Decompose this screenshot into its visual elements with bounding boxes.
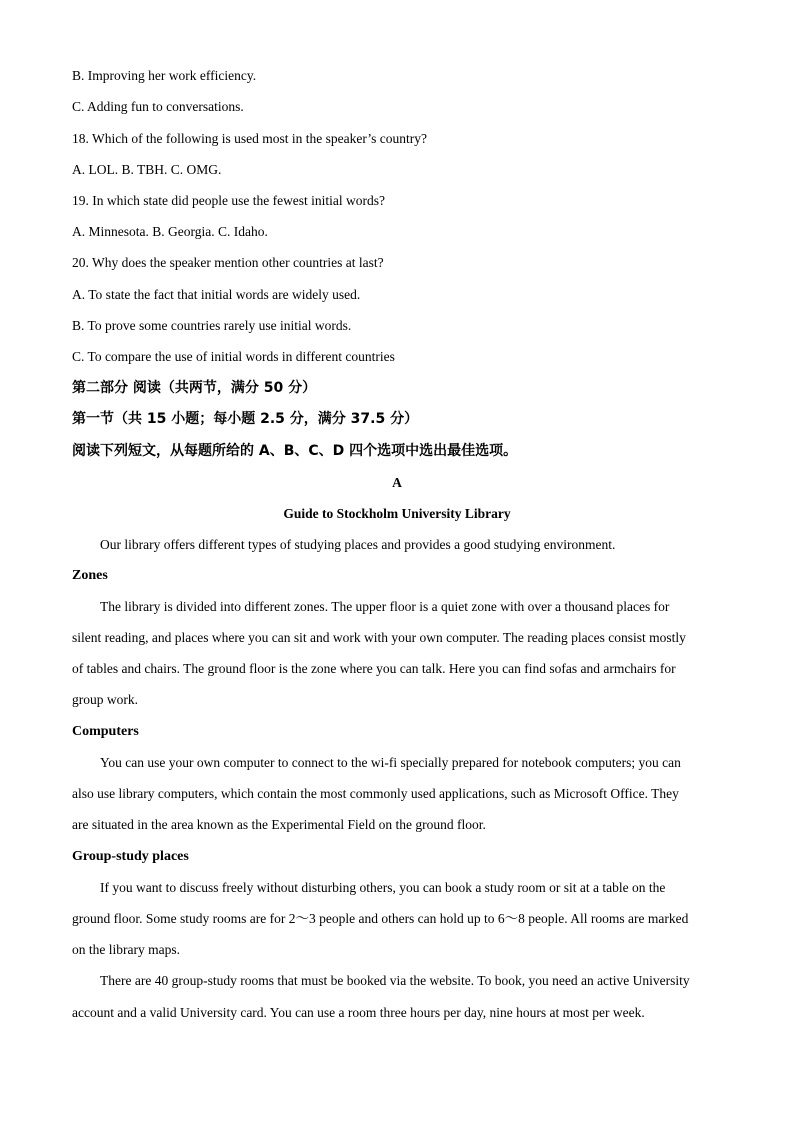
zones-paragraph-line: The library is divided into different zones. The upper floor is a quiet zone with over a thousand places for (100, 599, 670, 614)
passage-title: Guide to Stockholm University Library (283, 506, 511, 521)
part-two-heading: 第二部分 阅读（共两节，满分 50 分） (72, 380, 317, 396)
group-study-heading: Group-study places (72, 849, 189, 864)
q19-question: 19. In which state did people use the fewest initial words? (72, 193, 386, 208)
zones-paragraph-line: of tables and chairs. The ground floor is the zone where you can talk. Here you can find sofas and armchairs for (72, 661, 676, 676)
q20-option-c: C. To compare the use of initial words in different countries (72, 349, 395, 364)
q20-question: 20. Why does the speaker mention other countries at last? (72, 255, 384, 270)
group-study-paragraph-line: account and a valid University card. You can use a room three hours per day, nine hours at most per week. (72, 1005, 645, 1020)
reading-instruction: 阅读下列短文，从每题所给的 A、B、C、D 四个选项中选出最佳选项。 (72, 443, 518, 459)
group-study-paragraph-line: on the library maps. (72, 942, 180, 957)
q17-option-c: C. Adding fun to conversations. (72, 99, 244, 114)
q19-options: A. Minnesota. B. Georgia. C. Idaho. (72, 224, 268, 239)
group-study-paragraph-line: ground floor. Some study rooms are for 2～3 people and others can hold up to 6～8 people. All rooms are marked (72, 911, 689, 926)
q18-options: A. LOL. B. TBH. C. OMG. (72, 162, 222, 177)
q20-option-b: B. To prove some countries rarely use initial words. (72, 318, 352, 333)
q20-option-a: A. To state the fact that initial words are widely used. (72, 287, 361, 302)
group-study-paragraph-line: There are 40 group-study rooms that must be booked via the website. To book, you need an active University (100, 973, 690, 988)
computers-paragraph-line: You can use your own computer to connect to the wi-fi specially prepared for notebook computers; you can (100, 755, 681, 770)
computers-paragraph-line: are situated in the area known as the Experimental Field on the ground floor. (72, 817, 486, 832)
computers-heading: Computers (72, 724, 139, 739)
section-one-heading: 第一节（共 15 小题；每小题 2.5 分，满分 37.5 分） (72, 411, 419, 427)
passage-intro: Our library offers different types of studying places and provides a good studying environment. (100, 537, 616, 552)
passage-letter: A (392, 475, 402, 490)
computers-paragraph-line: also use library computers, which contain the most commonly used applications, such as Microsoft Office. They (72, 786, 679, 801)
zones-paragraph-line: silent reading, and places where you can sit and work with your own computer. The reading places consist mostly (72, 630, 686, 645)
zones-heading: Zones (72, 568, 108, 583)
q18-question: 18. Which of the following is used most in the speaker’s country? (72, 131, 427, 146)
q17-option-b: B. Improving her work efficiency. (72, 68, 257, 83)
group-study-paragraph-line: If you want to discuss freely without disturbing others, you can book a study room or sit at a table on the (100, 880, 666, 895)
zones-paragraph-line: group work. (72, 692, 138, 707)
